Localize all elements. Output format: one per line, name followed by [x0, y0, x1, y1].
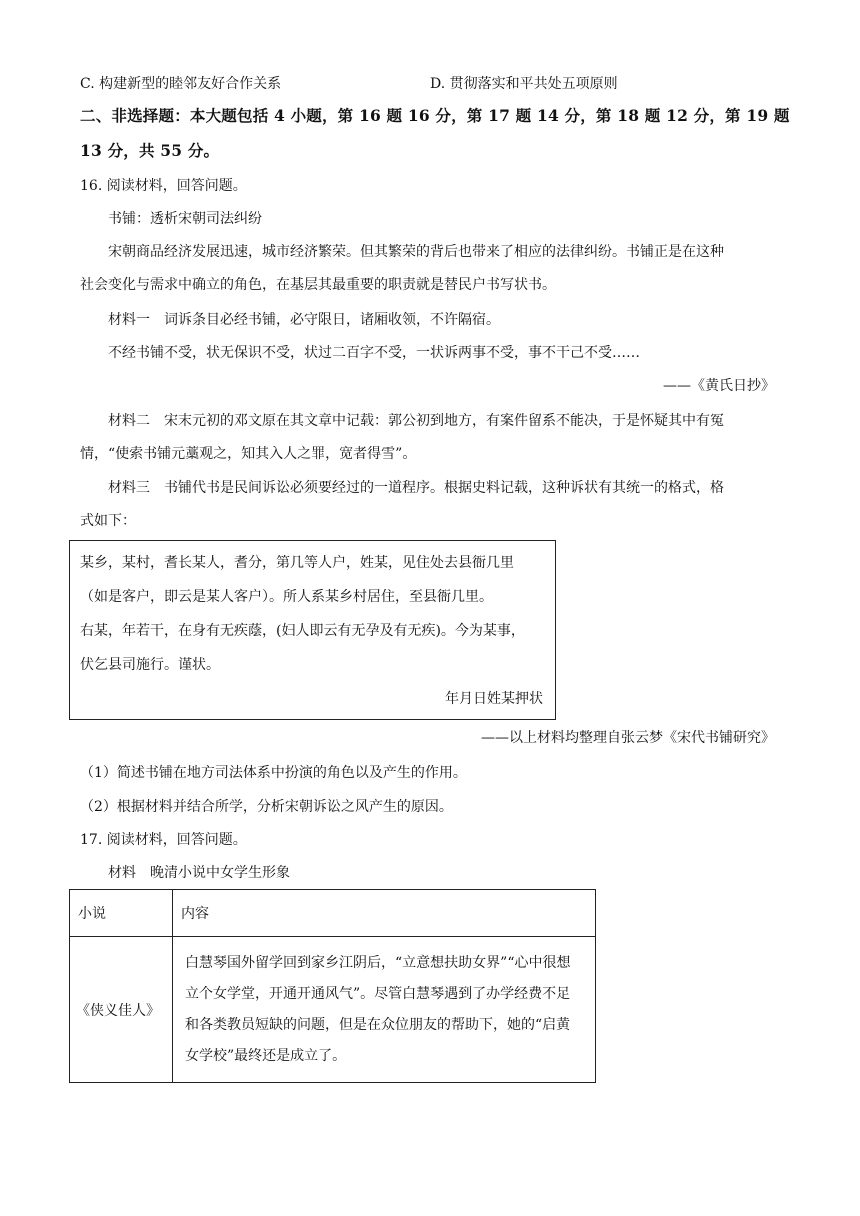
q16-intro-line2: 社会变化与需求中确立的角色，在基层其最重要的职责就是替民户书写状书。: [80, 277, 556, 293]
table-cell-novel: 《侠义佳人》: [70, 937, 173, 1083]
petition-line3: 右某，年若干，在身有无疾蔭，(妇人即云有无孕及有无疾)。今为某事，: [80, 623, 525, 639]
q16-material2-line1: 材料二 宋末元初的邓文原在其文章中记载：郭公初到地方，有案件留系不能决，于是怀疑其中有冤: [108, 413, 724, 429]
q16-materials-source: ——以上材料均整理自张云梦《宋代书铺研究》: [481, 730, 775, 746]
table-header-row: [70, 890, 596, 937]
petition-format-box: [69, 540, 556, 720]
q16-material1-line2: 不经书铺不受，状无保识不受，状过二百字不受，一状诉两事不受，事不干己不受……: [108, 345, 640, 361]
q16-material1-source: ——《黄氏日抄》: [663, 378, 775, 394]
q16-subquestion-1: （1）简述书铺在地方司法体系中扮演的角色以及产生的作用。: [80, 765, 467, 781]
q16-material1-line1: 材料一 词诉条目必经书铺，必守限日，诸厢收领，不许隔宿。: [108, 312, 500, 328]
table-row: [70, 937, 596, 1083]
q16-material3-line2: 式如下：: [80, 513, 136, 529]
q16-intro-line1: 宋朝商品经济发展迅速，城市经济繁荣。但其繁荣的背后也带来了相应的法律纠纷。书铺正是在这种: [108, 244, 724, 260]
table-header-content: 内容: [173, 890, 596, 937]
table-cell-content: 白慧琴国外留学回到家乡江阴后，“立意想扶助女界”“心中很想立个女学堂，开通开通风气”。尽管白慧琴遇到了办学经费不足和各类教员短缺的问题，但是在众位朋友的帮助下，她的“启黄女学校”最终还是成立了。: [173, 937, 596, 1083]
q16-subquestion-2: （2）根据材料并结合所学，分析宋朝诉讼之风产生的原因。: [80, 799, 453, 815]
petition-signature-line: 年月日姓某押状: [445, 691, 543, 707]
petition-line2: （如是客户，即云是某人客户）。所人系某乡村居住，至县衙几里。: [80, 589, 493, 605]
petition-line1: 某乡，某村，耆长某人，耆分，第几等人户，姓某，见住处去县衙几里: [80, 555, 514, 571]
section2-heading-line1: 二、非选择题：本大题包括 4 小题，第 16 题 16 分，第 17 题 14 分，第 18 题 12 分，第 19 题: [80, 106, 790, 125]
q17-material-title: 材料 晚清小说中女学生形象: [108, 865, 290, 881]
q16-title: 书铺：透析宋朝司法纠纷: [108, 211, 262, 227]
q16-material3-line1: 材料三 书铺代书是民间诉讼必须要经过的一道程序。根据史料记载，这种诉状有其统一的格式，格: [108, 480, 724, 496]
novel-table: [69, 889, 596, 1083]
option-c: C. 构建新型的睦邻友好合作关系: [80, 76, 282, 92]
q17-stem: 17. 阅读材料，回答问题。: [80, 832, 247, 848]
table-header-novel: 小说: [70, 890, 173, 937]
q16-stem: 16. 阅读材料，回答问题。: [80, 178, 247, 194]
petition-line4: 伏乞县司施行。谨状。: [80, 657, 220, 673]
q16-material2-line2: 情，“使索书铺元藁观之，知其入人之罪，宽者得雪”。: [80, 446, 417, 462]
option-d: D. 贯彻落实和平共处五项原则: [430, 76, 618, 92]
section2-heading-line2: 13 分，共 55 分。: [80, 141, 220, 160]
